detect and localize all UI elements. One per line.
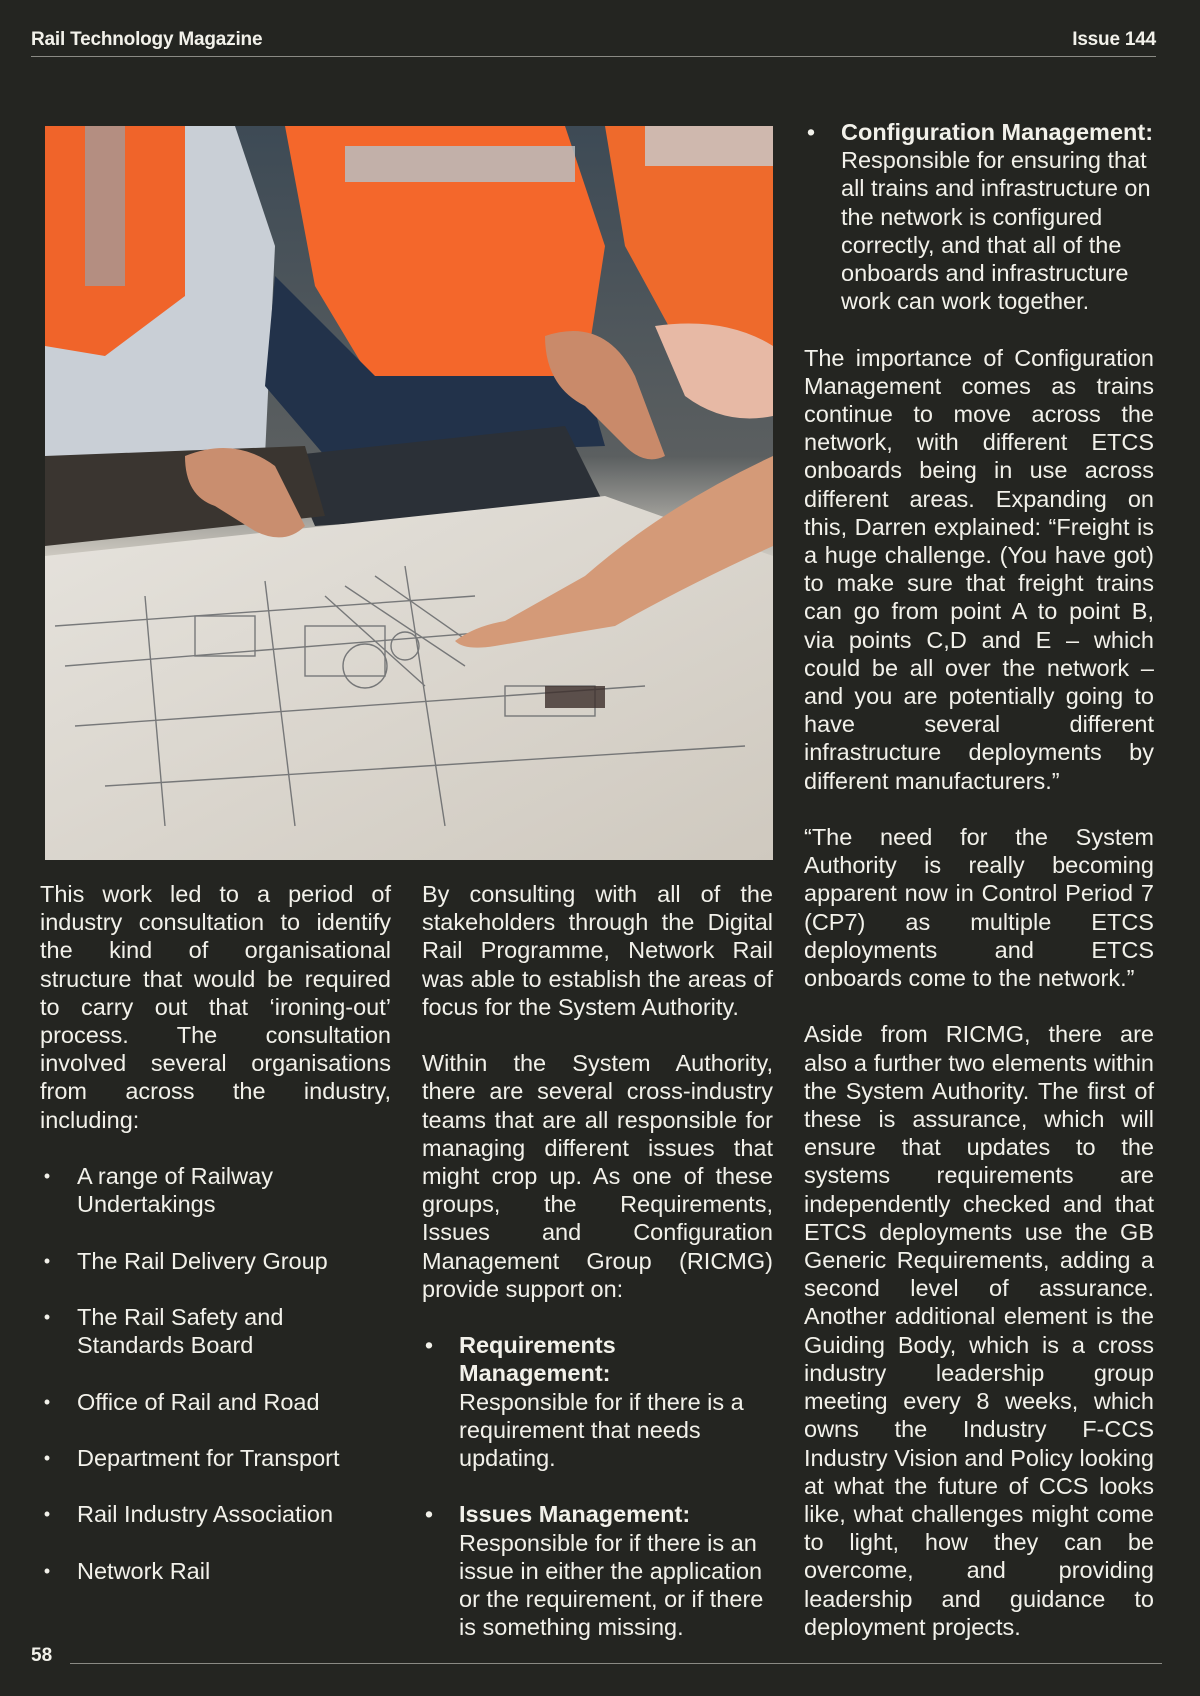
column-2 — [422, 880, 773, 1670]
list-item — [40, 1557, 391, 1585]
organisations-list — [40, 1162, 391, 1585]
bullet-text: Responsible for ensuring that all trains and infrastructure on the network is configured correctly, and that all of the onboards and infrastructure work can work together. — [841, 147, 1151, 315]
list-item — [40, 1303, 391, 1359]
list-item — [40, 1388, 391, 1416]
bullet-icon: • — [43, 1560, 51, 1581]
list-item — [40, 1162, 391, 1218]
list-item — [40, 1444, 391, 1472]
ricmg-support-list — [422, 1331, 773, 1641]
bullet-text: Responsible for if there is an issue in either the application or the requirement, or if there is something missing. — [459, 1529, 764, 1641]
stakeholders-paragraph: By consulting with all of the stakeholders through the Digital Rail Programme, Network Rail was able to establish the areas of focus for the System Authority. — [422, 881, 773, 1020]
column-1 — [40, 880, 391, 1613]
bullet-title: Requirements Management: — [459, 1332, 616, 1387]
page-number: 58 — [31, 1645, 53, 1666]
list-item-text: The Rail Delivery Group — [77, 1247, 328, 1274]
bullet-icon: • — [43, 1504, 51, 1525]
issue-number: Issue 144 — [1072, 29, 1156, 50]
config-management-list — [804, 118, 1154, 315]
bullet-icon: • — [43, 1307, 51, 1327]
list-item — [422, 1331, 773, 1472]
list-item — [422, 1500, 773, 1641]
bullet-icon: • — [424, 1332, 434, 1359]
bullet-icon: • — [806, 119, 816, 145]
bullet-icon: • — [43, 1391, 51, 1412]
bullet-icon: • — [43, 1166, 51, 1187]
article-photo — [45, 126, 773, 860]
consultation-paragraph: This work led to a period of industry consultation to identify the kind of organisational structure that would be required to carry out that ‘ironing-out’ process. The consultation involved several organisations from across the industry, including: — [40, 881, 391, 1133]
bullet-title: Configuration Management: — [841, 119, 1154, 145]
list-item-text: The Rail Safety and Standards Board — [77, 1304, 284, 1359]
header-rule — [31, 56, 1156, 57]
list-item-text: Office of Rail and Road — [77, 1388, 320, 1415]
list-item-text: A range of Railway Undertakings — [77, 1163, 273, 1218]
list-item — [40, 1500, 391, 1528]
list-item-text: Rail Industry Association — [77, 1501, 334, 1528]
assurance-paragraph: Aside from RICMG, there are also a further two elements within the System Authority. The first of these is assurance, which will ensure that updates to the systems requirements are independently checked and that ETCS deployments use the GB Generic Requirements, adding a second level of assurance. Another additional element is the Guiding Body, which is a cross industry leadership group meeting every 8 weeks, which owns the Industry F-CCS Industry Vision and Policy looking at what the future of CCS looks like, what challenges might come to light, how they can be overcome, and providing leadership and guidance to deployment projects. — [804, 1021, 1154, 1640]
list-item-text: Network Rail — [77, 1557, 211, 1584]
column-3 — [804, 118, 1154, 1669]
quote-paragraph: “The need for the System Authority is really becoming apparent now in Control Period 7 (CP7) as multiple ETCS deployments and ETCS onboards come to the network.” — [804, 824, 1154, 992]
list-item — [804, 118, 1154, 315]
magazine-title: Rail Technology Magazine — [31, 29, 263, 50]
list-item-text: Department for Transport — [77, 1444, 340, 1471]
list-item — [40, 1247, 391, 1275]
cross-industry-paragraph: Within the System Authority, there are several cross-industry teams that are all responsible for managing different issues that might crop up. As one of these groups, the Requirements, Issues and Configuration Management Group (RICMG) provide support on: — [422, 1050, 773, 1302]
footer-rule — [70, 1663, 1162, 1664]
bullet-text: Responsible for if there is a requirement that needs updating. — [459, 1388, 744, 1472]
bullet-title: Issues Management: — [459, 1501, 691, 1528]
bullet-icon: • — [424, 1501, 434, 1528]
configuration-importance-paragraph: The importance of Configuration Management comes as trains continue to move across the network, with different ETCS onboards being in use across different areas. Expanding on this, Darren explained: “Freight is a huge challenge. (You have got) to make sure that freight trains can go from point A to point B, via points C,D and E – which could be all over the network – and you are potentially going to have several different infrastructure deployments by different manufacturers.” — [804, 344, 1154, 794]
bullet-icon: • — [43, 1447, 51, 1468]
bullet-icon: • — [43, 1250, 51, 1271]
